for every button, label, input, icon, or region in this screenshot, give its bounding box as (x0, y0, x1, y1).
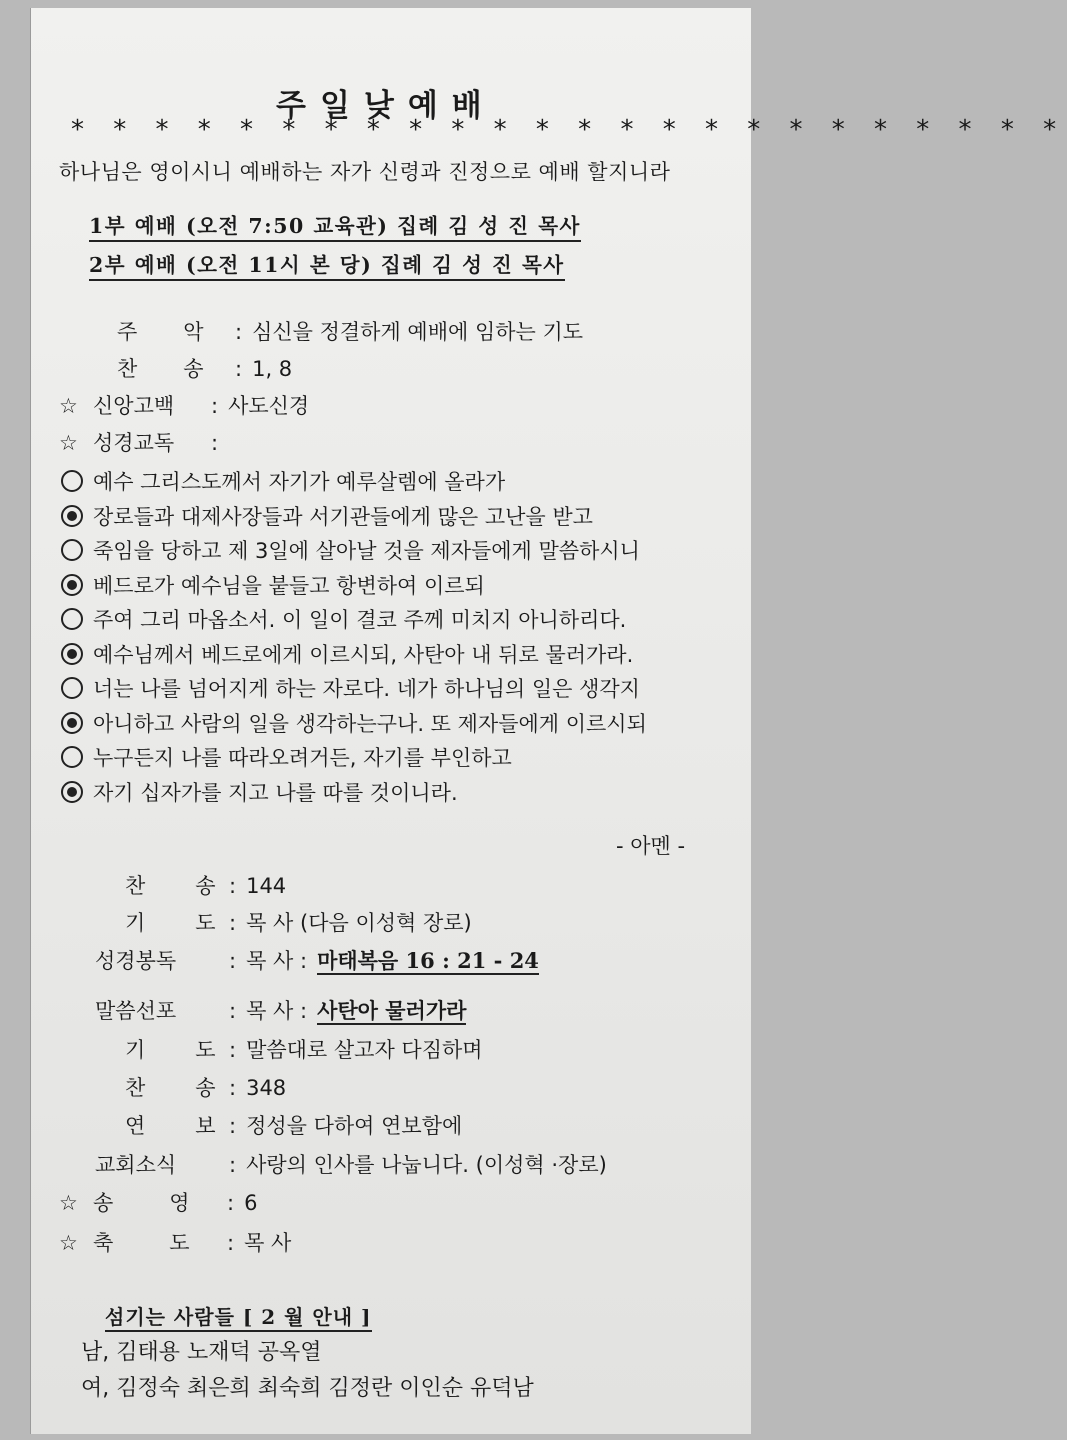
order-label-char: 송 (93, 1191, 114, 1215)
order-label-text: 신앙고백 (93, 394, 175, 418)
order-separator: : (235, 320, 243, 344)
order-separator: : (229, 1038, 237, 1062)
order-value: 말씀대로 살고자 다짐하며 (246, 1038, 483, 1062)
order-highlight: 사탄아 물러가라 (317, 998, 467, 1023)
filled-circle-icon (61, 643, 83, 665)
order-value: 목 사 (다음 이성혁 장로) (246, 911, 472, 935)
reading-text: 아니하고 사람의 일을 생각하는구나. 또 제자들에게 이르시되 (93, 711, 647, 736)
order-label-char: 축 (93, 1231, 114, 1255)
service-1-info: 1부 예배 (오전 7:50 교육관) 집례 김 성 진 목사 (89, 209, 581, 242)
order-row (59, 1227, 291, 1257)
reading-text: 베드로가 예수님을 붙들고 항변하여 이르되 (93, 573, 485, 598)
order-label-char: 찬 (125, 1076, 146, 1100)
reading-text: 자기 십자가를 지고 나를 따를 것이니라. (93, 780, 458, 805)
open-circle-icon (61, 608, 83, 630)
reading-line (61, 639, 633, 669)
order-label-char: 보 (195, 1114, 216, 1138)
order-row (59, 316, 583, 346)
order-label (93, 390, 211, 420)
order-separator: : (229, 949, 237, 973)
order-label (93, 1187, 227, 1217)
servers-men: 남, 김태용 노재덕 공옥열 (81, 1340, 322, 1365)
order-label (95, 945, 229, 975)
star-mark: ☆ (59, 1231, 78, 1255)
order-label-char: 악 (183, 320, 204, 344)
order-separator: : (229, 1153, 237, 1177)
reading-line (61, 708, 647, 738)
page-title: 주일낮예배 (276, 88, 496, 124)
reading-text: 예수 그리스도께서 자기가 예루살렘에 올라가 (93, 470, 506, 494)
order-label-char: 송 (183, 357, 204, 381)
scripture-motto: 하나님은 영이시니 예배하는 자가 신령과 진정으로 예배 할지니라 (59, 160, 671, 184)
order-row (59, 907, 472, 937)
order-row (59, 1187, 257, 1217)
order-highlight: 마태복음 16 : 21 - 24 (317, 948, 539, 973)
order-label-char: 도 (195, 1038, 216, 1062)
order-value: 사랑의 인사를 나눕니다. (이성혁 ·장로) (246, 1153, 607, 1177)
filled-circle-icon (61, 574, 83, 596)
order-row (59, 1110, 462, 1140)
order-separator: : (229, 911, 237, 935)
order-label-char: 기 (125, 1038, 146, 1062)
order-value: 심신을 정결하게 예배에 임하는 기도 (252, 320, 584, 344)
filled-circle-icon (61, 505, 83, 527)
open-circle-icon (61, 677, 83, 699)
order-label (93, 1227, 227, 1257)
servers-title: 섬기는 사람들 [ 2 월 안내 ] (105, 1301, 372, 1332)
order-label-char: 도 (169, 1231, 190, 1255)
order-row (59, 1149, 607, 1179)
order-separator: : (229, 874, 237, 898)
order-label (125, 1072, 229, 1102)
order-label (95, 1149, 229, 1179)
order-label (125, 907, 229, 937)
order-separator: : (211, 431, 219, 455)
order-value: 정성을 다하여 연보함에 (246, 1114, 463, 1138)
servers-women: 여, 김정숙 최은희 최숙희 김정란 이인순 유덕남 (81, 1376, 534, 1401)
star-mark: ☆ (59, 1191, 78, 1215)
order-label-char: 영 (169, 1191, 190, 1215)
order-label-char: 도 (195, 911, 216, 935)
star-mark: ☆ (59, 431, 78, 455)
star-mark: ☆ (59, 394, 78, 418)
order-label (117, 316, 235, 346)
reading-text: 예수님께서 베드로에게 이르시되, 사탄아 내 뒤로 물러가라. (93, 642, 634, 667)
reading-line (61, 535, 640, 565)
order-label-text: 교회소식 (95, 1153, 177, 1177)
order-row (59, 995, 466, 1025)
reading-line (61, 501, 593, 531)
order-label (95, 995, 229, 1025)
reading-line (61, 742, 512, 772)
reading-text: 죽임을 당하고 제 3일에 살아날 것을 제자들에게 말씀하시니 (93, 539, 640, 563)
order-label (125, 1110, 229, 1140)
order-value: 6 (244, 1191, 258, 1215)
order-value: 348 (246, 1076, 287, 1100)
open-circle-icon (61, 746, 83, 768)
reading-text: 누구든지 나를 따라오려거든, 자기를 부인하고 (93, 746, 512, 770)
filled-circle-icon (61, 781, 83, 803)
order-value: 1, 8 (252, 357, 293, 381)
order-separator: : (229, 999, 237, 1023)
order-value: 목 사 : (246, 999, 308, 1023)
bulletin-sheet (30, 8, 1067, 1434)
order-label-char: 송 (195, 1076, 216, 1100)
order-separator: : (211, 394, 219, 418)
order-row (59, 353, 292, 383)
order-label-char: 찬 (125, 874, 146, 898)
order-label (93, 427, 211, 457)
order-label-char: 기 (125, 911, 146, 935)
reading-line (61, 604, 626, 634)
reading-line (61, 466, 505, 496)
order-row (59, 427, 228, 457)
filled-circle-icon (61, 712, 83, 734)
order-label (125, 870, 229, 900)
order-row (59, 945, 539, 975)
order-value: 사도신경 (228, 394, 310, 418)
order-value: 목 사 : (246, 949, 308, 973)
order-label-char: 송 (195, 874, 216, 898)
reading-line (61, 673, 640, 703)
order-row (59, 1072, 286, 1102)
open-circle-icon (61, 470, 83, 492)
open-circle-icon (61, 539, 83, 561)
order-label (125, 1034, 229, 1064)
order-separator: : (227, 1191, 235, 1215)
reading-line (61, 570, 485, 600)
order-label-char: 주 (117, 320, 138, 344)
order-separator: : (227, 1231, 235, 1255)
reading-text: 장로들과 대제사장들과 서기관들에게 많은 고난을 받고 (93, 504, 593, 529)
order-label-char: 찬 (117, 357, 138, 381)
amen-text: - 아멘 - (616, 834, 686, 858)
order-label (117, 353, 235, 383)
order-label-text: 말씀선포 (95, 999, 177, 1023)
order-label-char: 연 (125, 1114, 146, 1138)
order-label-text: 성경봉독 (95, 949, 177, 973)
order-separator: : (229, 1114, 237, 1138)
order-label-text: 성경교독 (93, 431, 175, 455)
reading-text: 너는 나를 넘어지게 하는 자로다. 네가 하나님의 일은 생각지 (93, 677, 640, 701)
order-value: 144 (246, 874, 287, 898)
order-separator: : (235, 357, 243, 381)
service-2-info: 2부 예배 (오전 11시 본 당) 집례 김 성 진 목사 (89, 248, 565, 281)
order-separator: : (229, 1076, 237, 1100)
reading-text: 주여 그리 마옵소서. 이 일이 결코 주께 미치지 아니하리다. (93, 608, 627, 632)
star-divider: * * * * * * * * * * * * * * * * * * * * * * * * (71, 115, 1067, 145)
order-row (59, 1034, 483, 1064)
order-row (59, 870, 286, 900)
order-row (59, 390, 309, 420)
order-value: 목 사 (244, 1231, 292, 1255)
reading-line (61, 777, 458, 807)
